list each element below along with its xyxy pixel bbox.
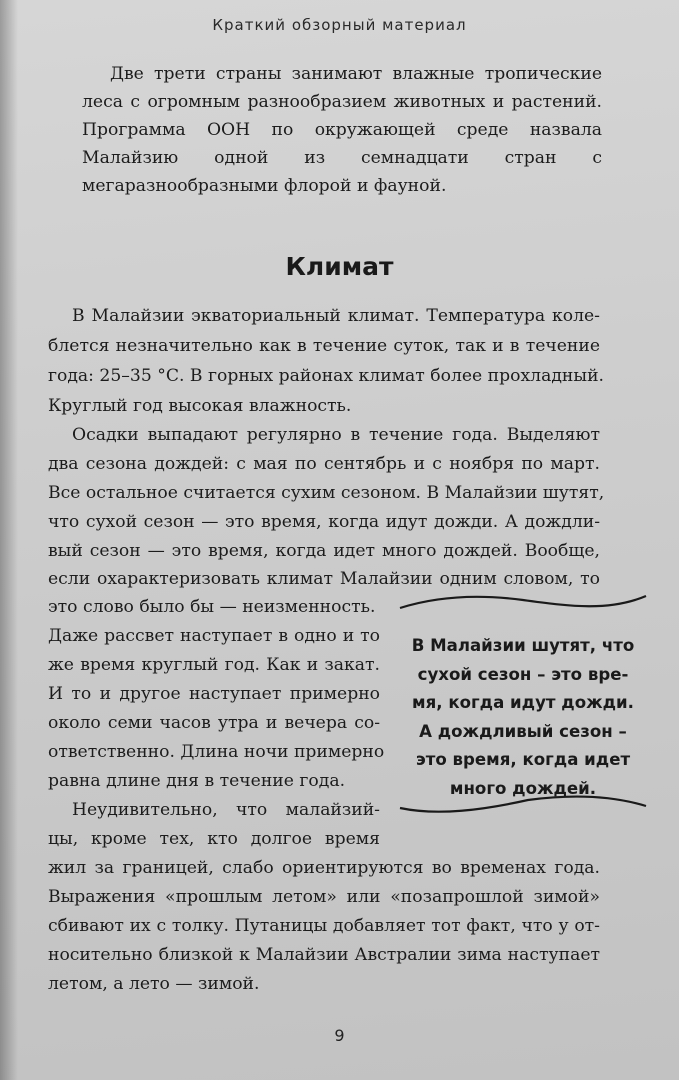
body-line: И то и другое наступает примерно xyxy=(48,684,380,704)
body-line: блется незначительно как в течение суток, так и в течение xyxy=(48,336,600,356)
pull-quote-line: много дождей. xyxy=(449,778,597,798)
body-line: это слово было бы — неизменность. xyxy=(48,597,376,617)
body-line: ответственно. Длина ночи примерно xyxy=(48,742,385,762)
page-number: 9 xyxy=(334,1026,345,1045)
body-line: же время круглый год. Как и закат. xyxy=(48,655,380,675)
pull-quote-line: В Малайзии шутят, что xyxy=(411,636,635,655)
body-line: Даже рассвет наступает в одно и то xyxy=(48,626,380,646)
body-line: жил за границей, слабо ориентируются во временах года. xyxy=(48,858,600,878)
pull-quote-text xyxy=(398,632,648,803)
body-line: равна длине дня в течение года. xyxy=(48,771,346,791)
body-line: В Малайзии экваториальный климат. Температура коле- xyxy=(72,306,600,326)
body-line: носительно близкой к Малайзии Австралии зима наступает xyxy=(48,945,600,965)
body-line: если охарактеризовать климат Малайзии одним словом, то xyxy=(48,569,600,589)
body-line: Круглый год высокая влажность. xyxy=(48,396,352,416)
body-line: вый сезон — это время, когда идет много дождей. Вообще, xyxy=(48,541,600,561)
running-header: Краткий обзорный материал xyxy=(212,16,467,34)
body-line: два сезона дождей: с мая по сентябрь и с ноября по март. xyxy=(48,454,600,474)
pull-quote-top-wave-divider xyxy=(398,590,648,614)
pull-quote xyxy=(398,582,648,832)
body-line: около семи часов утра и вечера со- xyxy=(48,713,380,733)
body-line: сбивают их с толку. Путаницы добавляет тот факт, что у от- xyxy=(48,916,600,936)
body-line: Все остальное считается сухим сезоном. В Малайзии шутят, xyxy=(48,483,605,503)
pull-quote-line: А дождливый сезон – xyxy=(419,721,627,741)
body-line: летом, а лето — зимой. xyxy=(48,974,260,994)
body-line: цы, кроме тех, кто долгое время xyxy=(48,829,380,849)
body-line: Выражения «прошлым летом» или «позапрошлой зимой» xyxy=(48,887,600,907)
pull-quote-line: мя, когда идут дожди. xyxy=(412,693,634,712)
intro-paragraph: Две трети страны занимают влажные тропические леса с огромным разнообразием животных и растений. Программа ООН по окружающей среде назвала Малайзию одной из семнадцати стран с мегаразнообразными флорой и фауной. xyxy=(82,64,602,196)
body-line: Неудивительно, что малайзий- xyxy=(72,800,380,820)
pull-quote-line: сухой сезон – это вре- xyxy=(417,664,629,684)
pull-quote-line: это время, когда идет xyxy=(415,750,631,769)
page-edge-shadow xyxy=(0,0,18,1080)
section-heading: Климат xyxy=(285,252,394,281)
body-line: года: 25–35 °С. В горных районах климат более прохладный. xyxy=(48,366,604,386)
body-line: Осадки выпадают регулярно в течение года. Выделяют xyxy=(72,425,600,445)
pull-quote-bottom-wave-divider xyxy=(398,792,648,816)
body-line: что сухой сезон — это время, когда идут дожди. А дождли- xyxy=(48,512,600,532)
